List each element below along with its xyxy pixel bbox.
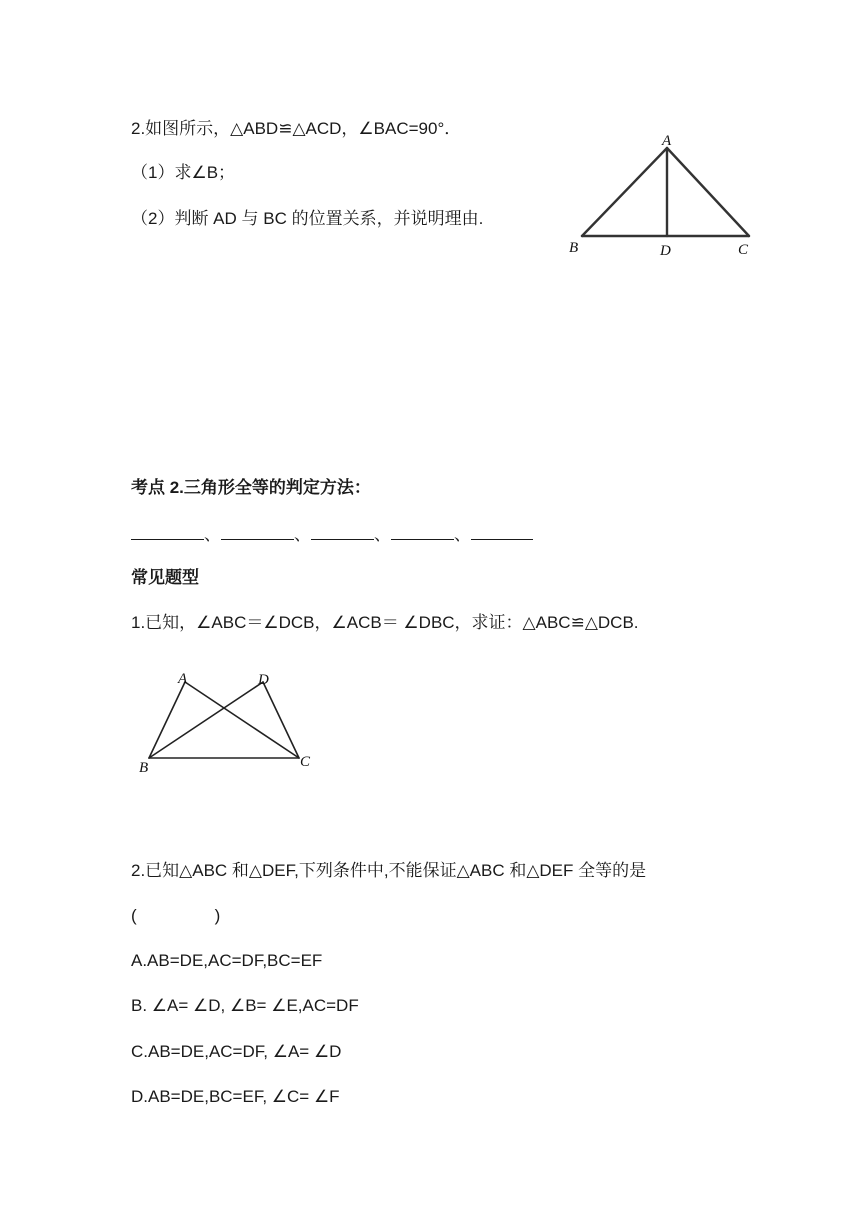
section-heading: 考点 2.三角形全等的判定方法： xyxy=(131,478,371,497)
blank-3[interactable] xyxy=(311,521,374,540)
segment-ac xyxy=(185,682,299,758)
separator: 、 xyxy=(454,525,471,544)
label-c: C xyxy=(300,754,311,770)
answer-parentheses[interactable] xyxy=(131,904,220,928)
blank-4[interactable] xyxy=(391,521,454,540)
label-d: D xyxy=(258,672,269,688)
separator: 、 xyxy=(374,525,391,544)
label-b: B xyxy=(569,240,579,256)
blank-1[interactable] xyxy=(131,521,204,540)
problem-stem: 2.如图所示，△ABD≌△ACD，∠BAC=90°． xyxy=(131,119,462,138)
segment-ac xyxy=(667,148,749,236)
label-c: C xyxy=(738,242,749,258)
segment-ab xyxy=(582,148,667,236)
option-b: B. ∠A= ∠D, ∠B= ∠E,AC=DF xyxy=(131,996,359,1015)
option-c: C.AB=DE,AC=DF, ∠A= ∠D xyxy=(131,1042,342,1061)
label-a: A xyxy=(662,133,672,149)
blank-2[interactable] xyxy=(221,521,294,540)
figure-triangle-abd-acd xyxy=(560,128,760,263)
question-1-text: 1.已知，∠ABC＝∠DCB，∠ACB＝ ∠DBC，求证：△ABC≌△DCB. xyxy=(131,613,639,632)
paren-open: ( xyxy=(131,906,137,925)
question-2-stem: 2.已知△ABC 和△DEF,下列条件中,不能保证△ABC 和△DEF 全等的是 xyxy=(131,861,647,880)
problem-question-2: （2）判断 AD 与 BC 的位置关系，并说明理由. xyxy=(131,209,484,228)
segment-db xyxy=(149,682,263,758)
problem-question-1: （1）求∠B； xyxy=(131,163,236,182)
paren-close: ) xyxy=(214,906,221,925)
option-d: D.AB=DE,BC=EF, ∠C= ∠F xyxy=(131,1087,340,1106)
label-b: B xyxy=(139,760,149,776)
blanks-line xyxy=(131,521,533,547)
separator: 、 xyxy=(294,525,311,544)
option-a: A.AB=DE,AC=DF,BC=EF xyxy=(131,951,323,970)
separator: 、 xyxy=(204,525,221,544)
label-d: D xyxy=(660,243,671,259)
blank-5[interactable] xyxy=(471,521,533,540)
section-subheading: 常见题型 xyxy=(131,568,199,587)
figure-crossed-triangles xyxy=(130,668,330,778)
label-a: A xyxy=(178,671,188,687)
